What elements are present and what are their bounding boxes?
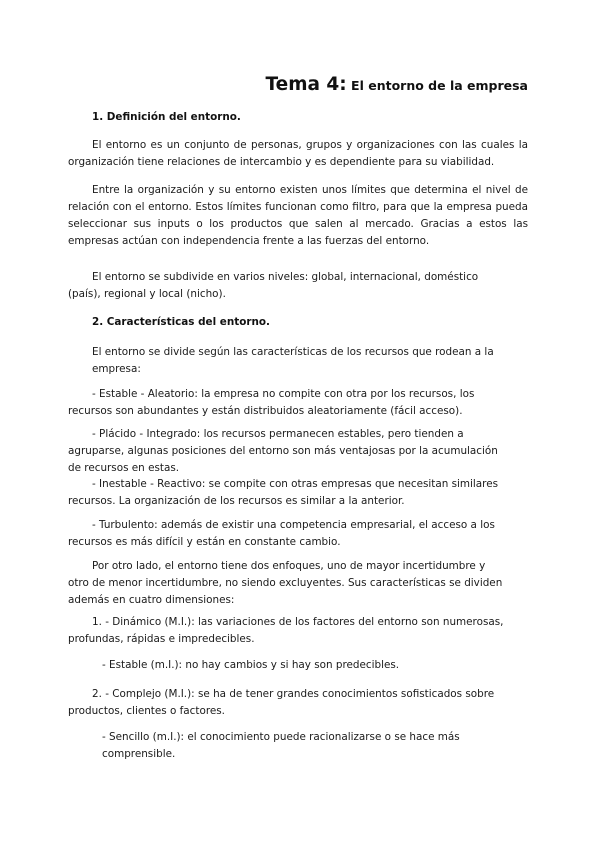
placido-line-2: agruparse, algunas posiciones del entorno son más ventajosas por la acumulación [68,445,498,457]
dinamico-line-1: 1. - Dinámico (M.I.): las variaciones de los factores del entorno son numerosas, [92,616,504,628]
s2-enfoques-paragraph [68,558,528,609]
title-topic-name: El entorno de la empresa [346,78,528,93]
sencillo-line-1: - Sencillo (m.I.): el conocimiento puede racionalizarse o se hace más [102,731,460,743]
s2-item-estable-aleatorio [68,386,528,420]
estable-line-2: recursos son abundantes y están distribuidos aleatoriamente (fácil acceso). [68,405,463,417]
inestable-line-1: - Inestable - Reactivo: se compite con otras empresas que necesitan similares [92,478,499,490]
s2-intro-line-2: empresa: [92,363,141,375]
enfoques-line-2: otro de menor incertidumbre, no siendo excluyentes. Sus características se dividen [68,577,503,589]
placido-line-1: - Plácido - Integrado: los recursos permanecen estables, pero tienden a [92,428,464,440]
section-1-heading: 1. Definición del entorno. [92,111,241,123]
s1-paragraph-3 [68,269,528,303]
inestable-line-2: recursos. La organización de los recursos es similar a la anterior. [68,495,405,507]
s2-dimension-complejo [68,686,528,720]
s1-p3-line-2: (país), regional y local (nicho). [68,288,226,300]
estable-line-1: - Estable - Aleatorio: la empresa no compite con otra por los recursos, los [92,388,475,400]
complejo-line-2: productos, clientes o factores. [68,705,225,717]
enfoques-line-3: además en cuatro dimensiones: [68,594,235,606]
s1-p3-line-1: El entorno se subdivide en varios niveles: global, internacional, doméstico [92,271,479,283]
s2-intro-line-1: El entorno se divide según las características de los recursos que rodean a la [92,346,494,358]
dinamico-line-2: profundas, rápidas e impredecibles. [68,633,255,645]
s2-dimension-sencillo [102,729,522,763]
title-topic-number: Tema 4: [265,74,347,95]
s1-paragraph-2: Entre la organización y su entorno existen unos límites que determina el nivel de relación con el entorno. Estos límites funcionan como filtro, para que la empresa pueda seleccionar sus inputs o los productos que salen al mercado. Gracias a estos las empresas actúan con independencia frente a las fuerzas del entorno. [68,184,528,247]
page-title [266,74,528,95]
complejo-line-1: 2. - Complejo (M.I.): se ha de tener grandes conocimientos sofisticados sobre [92,688,495,700]
turbulento-line-2: recursos es más difícil y están en constante cambio. [68,536,341,548]
s2-item-turbulento [68,517,528,551]
s2-dimension-estable [102,657,522,674]
section-2-heading: 2. Características del entorno. [92,316,270,328]
s2-intro [68,344,528,378]
enfoques-line-1: Por otro lado, el entorno tiene dos enfoques, uno de mayor incertidumbre y [92,560,486,572]
estable-mi-line: - Estable (m.I.): no hay cambios y si hay son predecibles. [102,659,400,671]
sencillo-line-2: comprensible. [102,748,176,760]
s2-dimension-dinamico [68,614,528,648]
turbulento-line-1: - Turbulento: además de existir una competencia empresarial, el acceso a los [92,519,495,531]
s2-item-placido-integrado [68,426,528,477]
placido-line-3: de recursos en estas. [68,462,180,474]
s1-paragraph-1: El entorno es un conjunto de personas, grupos y organizaciones con las cuales la organización tiene relaciones de intercambio y es dependiente para su viabilidad. [68,139,528,168]
s2-item-inestable-reactivo [68,476,528,510]
